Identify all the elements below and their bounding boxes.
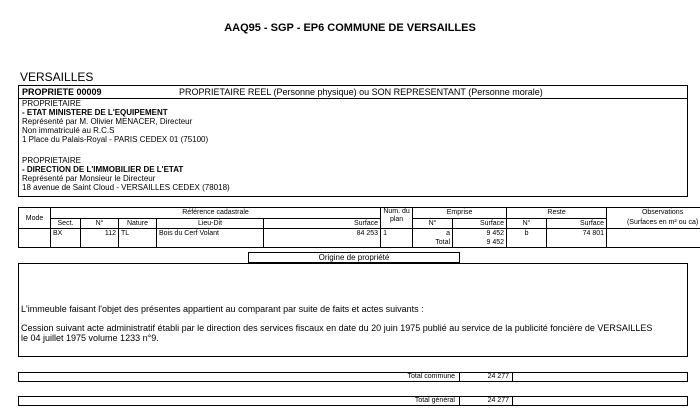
total-general-label: Total général: [414, 397, 455, 404]
col-header-reference: Référence cadastrale: [51, 208, 381, 219]
col-header-lieu-dit: Lieu-Dit: [157, 218, 264, 229]
cell-num-plan: 1: [381, 229, 413, 239]
col-header-mode: Mode: [19, 208, 51, 229]
property-id: PROPRIETE 00009: [22, 87, 102, 97]
col-header-surface: Surface: [264, 218, 381, 229]
total-commune-row: [18, 372, 688, 382]
cell-mode: [19, 229, 51, 239]
origin-deed-cont: le 04 juillet 1975 volume 1233 n°9.: [21, 333, 159, 343]
cell-nature: TL: [119, 229, 157, 239]
col-header-sect: Sect.: [51, 218, 81, 229]
total-commune-label: Total commune: [407, 373, 455, 380]
total-label: Total: [413, 238, 453, 248]
cell-observations: [607, 229, 700, 239]
col-header-observations: [607, 208, 700, 229]
origin-heading: Origine de propriété: [248, 252, 460, 263]
owner-block: [22, 99, 208, 144]
col-header-num-plan: Num. du plan: [381, 208, 413, 229]
owner-block: [22, 156, 230, 192]
col-header-nature: Nature: [119, 218, 157, 229]
col-header-reste: Reste: [507, 208, 607, 219]
cell-surface: 84 253: [264, 229, 381, 239]
total-surface: 9 452: [453, 238, 507, 248]
origin-intro: L'immeuble faisant l'objet des présentes appartient au comparant par suite de faits et actes suivants :: [21, 304, 424, 314]
cell-lieu-dit: Bois du Cerf Volant: [157, 229, 264, 239]
owner-name: - ETAT MINISTERE DE L'EQUIPEMENT: [22, 108, 168, 117]
cell-emprise-surface: 9 452: [453, 229, 507, 239]
cell-num: 112: [81, 229, 119, 239]
col-header-reste-num: N°: [507, 218, 547, 229]
origin-deed: Cession suivant acte administratif établi par le direction des services fiscaux en date du 20 juin 1975 publié au service de la publicité foncière de VERSAILLES: [21, 323, 653, 333]
owner-detail: Représenté par Monsieur le Directeur: [22, 174, 156, 183]
owner-detail: 1 Place du Palais-Royal - PARIS CEDEX 01 (75100): [22, 135, 209, 144]
col-header-num: N°: [81, 218, 119, 229]
owner-role: PROPRIETAIRE: [22, 99, 81, 108]
cell-reste-surface: 74 801: [547, 229, 607, 239]
cell-sect: BX: [51, 229, 81, 239]
owner-detail: 18 avenue de Saint Cloud - VERSAILLES CEDEX (78018): [22, 183, 230, 192]
owner-header: [19, 86, 687, 99]
document-title: AAQ95 - SGP - EP6 COMMUNE DE VERSAILLES: [224, 22, 476, 34]
cell-emprise-num: a: [413, 229, 453, 239]
col-header-emprise: Emprise: [413, 208, 507, 219]
owner-name: - DIRECTION DE L'IMMOBILIER DE L'ETAT: [22, 165, 184, 174]
table-row-total: [19, 238, 700, 248]
total-general-row: [18, 396, 688, 406]
owner-role: PROPRIETAIRE: [22, 156, 81, 165]
table-row: [19, 229, 700, 239]
origin-section: [18, 263, 688, 357]
observations-title: Observations: [641, 209, 684, 216]
owner-detail: Représenté par M. Olivier MENACER, Directeur: [22, 117, 193, 126]
observations-subtitle: (Surfaces en m² ou ca): [626, 219, 699, 226]
total-commune-value: 24 277: [487, 373, 509, 380]
total-general-value: 24 277: [487, 397, 509, 404]
owner-section: [18, 85, 688, 197]
cell-reste-num: b: [507, 229, 547, 239]
owner-detail: Non immatriculé au R.C.S: [22, 126, 115, 135]
col-header-emprise-num: N°: [413, 218, 453, 229]
col-header-reste-surface: Surface: [547, 218, 607, 229]
parcel-table: [18, 207, 700, 248]
commune-name: VERSAILLES: [20, 70, 94, 84]
col-header-emprise-surface: Surface: [453, 218, 507, 229]
owner-heading: PROPRIETAIRE REEL (Personne physique) ou SON REPRESENTANT (Personne morale): [179, 87, 543, 97]
